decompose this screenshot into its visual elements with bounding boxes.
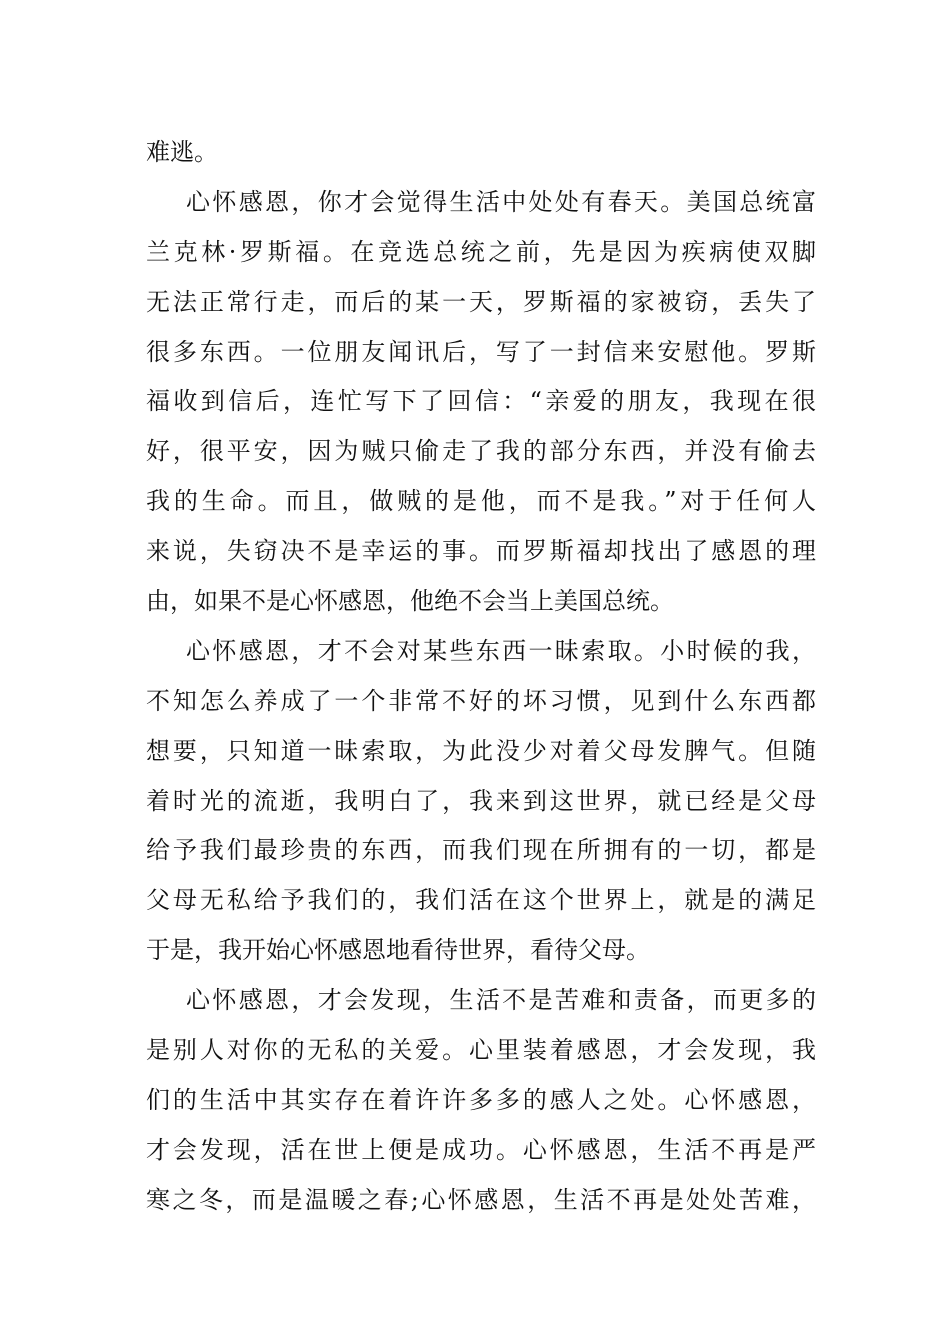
text-line: 无法正常行走，而后的某一天，罗斯福的家被窃，丢失了	[146, 287, 816, 316]
text-line: 心怀感恩，才会发现，生活不是苦难和责备，而更多的	[186, 986, 816, 1015]
text-line: 心怀感恩，你才会觉得生活中处处有春天。美国总统富	[186, 187, 816, 216]
text-line: 不知怎么养成了一个非常不好的坏习惯，见到什么东西都	[146, 686, 816, 715]
text-line: 寒之冬，而是温暖之春;心怀感恩，生活不再是处处苦难，	[146, 1185, 816, 1214]
text-line: 我的生命。而且，做贼的是他，而不是我。”对于任何人	[146, 487, 816, 516]
text-line: 于是，我开始心怀感恩地看待世界，看待父母。	[146, 936, 650, 965]
body-text	[146, 128, 816, 1226]
text-line: 很多东西。一位朋友闻讯后，写了一封信来安慰他。罗斯	[146, 337, 816, 366]
text-line: 想要，只知道一昧索取，为此没少对着父母发脾气。但随	[146, 736, 816, 765]
text-line: 福收到信后，连忙写下了回信：“亲爱的朋友，我现在很	[146, 387, 816, 416]
text-line: 是别人对你的无私的关爱。心里装着感恩，才会发现，我	[146, 1036, 816, 1065]
text-line: 来说，失窃决不是幸运的事。而罗斯福却找出了感恩的理	[146, 537, 816, 566]
text-line: 们的生活中其实存在着许许多多的感人之处。心怀感恩，	[146, 1085, 816, 1114]
text-line: 着时光的流逝，我明白了，我来到这世界，就已经是父母	[146, 786, 816, 815]
text-line: 才会发现，活在世上便是成功。心怀感恩，生活不再是严	[146, 1135, 816, 1164]
text-line: 由，如果不是心怀感恩，他绝不会当上美国总统。	[146, 587, 674, 616]
text-line: 难逃。	[146, 138, 218, 166]
text-line: 父母无私给予我们的，我们活在这个世界上，就是的满足	[146, 886, 816, 915]
text-line: 给予我们最珍贵的东西，而我们现在所拥有的一切，都是	[146, 836, 816, 865]
text-line: 心怀感恩，才不会对某些东西一昧索取。小时候的我，	[186, 636, 816, 665]
text-line: 好，很平安，因为贼只偷走了我的部分东西，并没有偷去	[146, 437, 816, 466]
text-line: 兰克林·罗斯福。在竞选总统之前，先是因为疾病使双脚	[146, 237, 816, 266]
